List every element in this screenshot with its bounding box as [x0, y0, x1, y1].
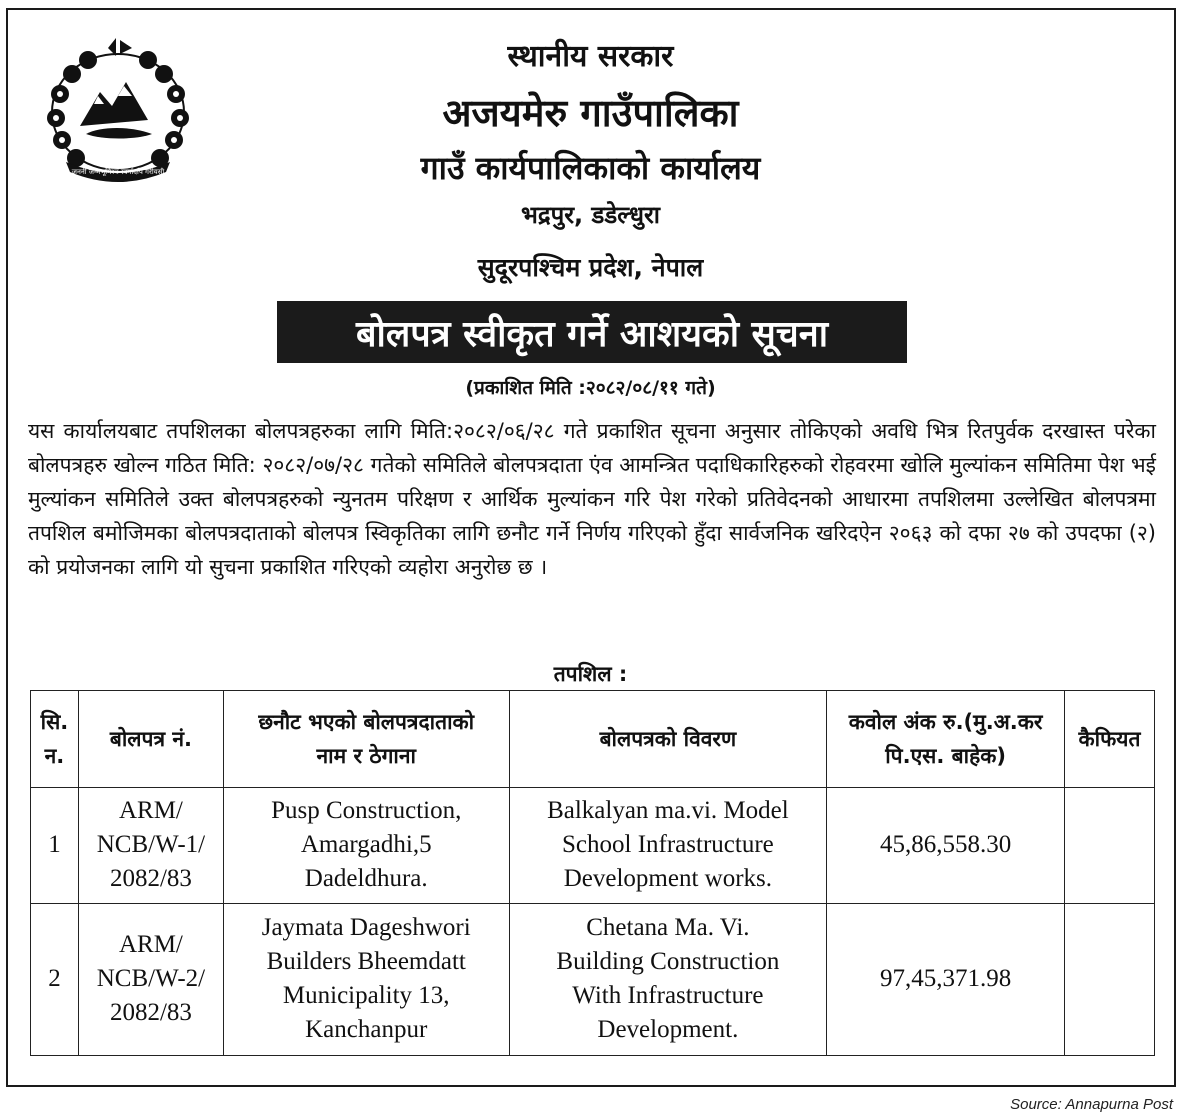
header-municipality-name: अजयमेरु गाउँपालिका — [442, 91, 739, 135]
header-serial: सि. न. — [31, 691, 79, 788]
publish-date: (प्रकाशित मिति :२०८२/०८/११ गते) — [465, 377, 716, 399]
header-bid-number: बोलपत्र नं. — [78, 691, 223, 788]
cell-amount: 97,45,371.98 — [827, 903, 1065, 1055]
table-row — [31, 788, 1155, 904]
cell-remarks — [1064, 903, 1154, 1055]
cell-bidder: Jaymata Dageshwori Builders Bheemdatt Municipality 13, Kanchanpur — [223, 903, 509, 1055]
header-province: सुदूरपश्चिम प्रदेश, नेपाल — [477, 253, 704, 282]
header-description: बोलपत्रको विवरण — [509, 691, 827, 788]
header-address: भद्रपुर, डडेल्धुरा — [520, 201, 660, 229]
header-amount: कवोल अंक रु.(मु.अ.कर पि.एस. बाहेक) — [827, 691, 1065, 788]
cell-remarks — [1064, 788, 1154, 904]
cell-amount: 45,86,558.30 — [827, 788, 1065, 904]
bid-table — [30, 690, 1155, 1056]
cell-serial: 2 — [31, 903, 79, 1055]
details-label: तपशिल : — [553, 662, 628, 686]
cell-description: Balkalyan ma.vi. Model School Infrastructure Development works. — [509, 788, 827, 904]
header-bidder: छनौट भएको बोलपत्रदाताको नाम र ठेगाना — [223, 691, 509, 788]
cell-description: Chetana Ma. Vi. Building Construction With Infrastructure Development. — [509, 903, 827, 1055]
source-credit: Source: Annapurna Post — [1010, 1096, 1173, 1113]
cell-serial: 1 — [31, 788, 79, 904]
emblem-motto: जननी जन्मभूमिश्च स्वर्गादपि गरीयसी — [71, 168, 165, 176]
notice-title: बोलपत्र स्वीकृत गर्ने आशयको सूचना — [277, 301, 907, 363]
table-row — [31, 903, 1155, 1055]
header-local-government: स्थानीय सरकार — [507, 39, 674, 74]
table-header-row — [31, 691, 1155, 788]
cell-bid-number: ARM/ NCB/W-2/ 2082/83 — [78, 903, 223, 1055]
cell-bid-number: ARM/ NCB/W-1/ 2082/83 — [78, 788, 223, 904]
cell-bidder: Pusp Construction, Amargadhi,5 Dadeldhura. — [223, 788, 509, 904]
header-office-name: गाउँ कार्यपालिकाको कार्यालय — [420, 149, 761, 187]
header-remarks: कैफियत — [1064, 691, 1154, 788]
notice-body: यस कार्यालयबाट तपशिलका बोलपत्रहरुका लागि मिति:२०८२/०६/२८ गते प्रकाशित सूचना अनुसार तोकिएको अवधि भित्र रितपुर्वक दरखास्त परेका बोलपत्रहरु खोल्न गठित मिति: २०८२/०७/२८ गतेको समितिले बोलपत्रदाता एंव आमन्त्रित पदाधिकारिहरुको रोहवरमा खोलि मुल्यांकन समितिमा पेश भई मुल्यांकन समितिले उक्त बोलपत्रहरुको न्युनतम परिक्षण र आर्थिक मुल्यांकन गरि पेश गरेको प्रतिवेदनको आधारमा तपशिलमा उल्लेखित बोलपत्रमा तपशिल बमोजिमका बोलपत्रदाताको बोलपत्र स्विकृतिका लागि छनौट गर्ने निर्णय गरिएको हुँदा सार्वजनिक खरिदऐन २०६३ को दफा २७ को उपदफा (२) को प्रयोजनका लागि यो सुचना प्रकाशित गरिएको व्यहोरा अनुरोछ छ । — [28, 419, 1156, 579]
